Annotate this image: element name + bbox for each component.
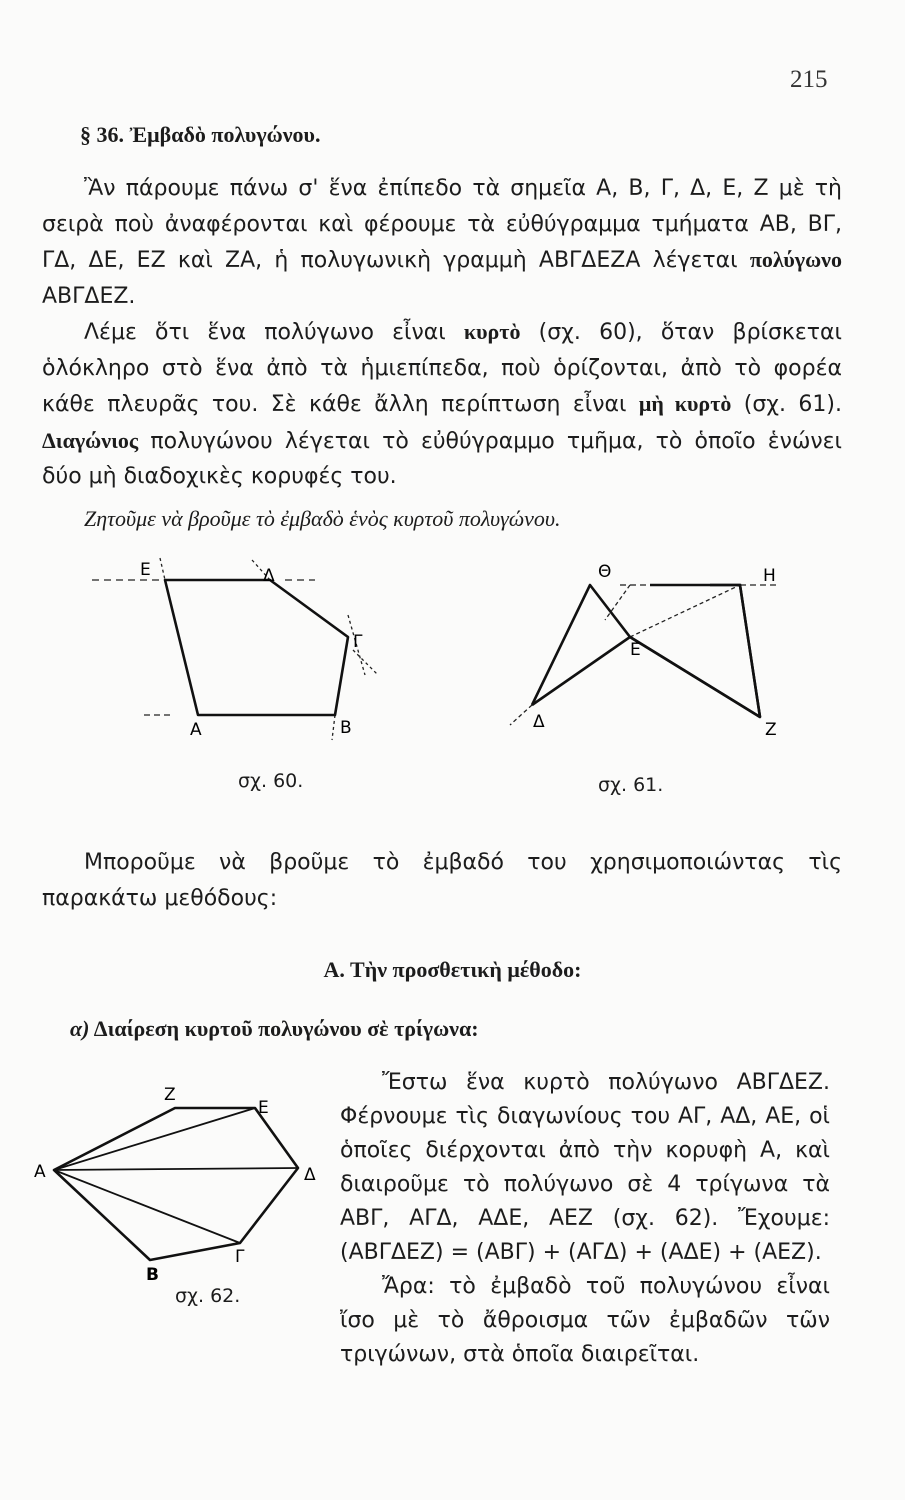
fig62-label-D: Δ [304, 1165, 316, 1185]
fig62-label-E: Ε [258, 1098, 269, 1118]
text-span: πολυγώνου λέγεται τὸ εὐθύγραμμο τμῆμα, τὸ ὁποῖο ἑνώνει δύο μὴ διαδοχικὲς κορυφές του. [42, 428, 843, 489]
fig61-label-D: Δ [533, 712, 545, 732]
fig61-label-E: Ε [630, 640, 641, 660]
triangulation-text [340, 1066, 830, 1372]
caption-fig61: σχ. 61. [598, 774, 664, 796]
text-span: (σχ. 61). [743, 392, 842, 417]
figure-60 [70, 555, 400, 745]
figure-61 [490, 555, 820, 745]
caption-fig60: σχ. 60. [238, 770, 304, 792]
paragraph-polygon-definition [42, 171, 842, 314]
paragraph-convex-definition [42, 314, 842, 495]
fig62-label-Z: Ζ [164, 1085, 176, 1105]
text-span: Ἂν πάρουμε πάνω σ' ἕνα ἐπίπεδο τὰ σημεῖα Α, Β, Γ, Δ, Ε, Ζ μὲ τὴ σειρὰ ποὺ ἀναφέρονται καὶ φέρουμε τὰ εὐθύγραμμα τμήματα ΑΒ, ΒΓ, ΓΔ, ΔΕ, ΕΖ καὶ ΖΑ, ἡ πολυγωνικὴ γραμμὴ ΑΒΓΔΕΖΑ λέγεται [42, 176, 842, 273]
figure-62 [30, 1080, 330, 1295]
heading-triangulation [70, 1016, 479, 1042]
page-number: 215 [790, 66, 828, 93]
section-title: § 36. Ἐμβαδὸ πολυγώνου. [80, 122, 321, 147]
fig60-label-A: Α [190, 720, 202, 740]
fig60-label-G: Γ [353, 632, 363, 652]
heading-label: α) [70, 1016, 90, 1041]
term-diagonal: Διαγώνιος [42, 427, 139, 453]
term-polygon: πολύγωνο [749, 247, 842, 272]
paragraph-methods: Μποροῦμε νὰ βροῦμε τὸ ἐμβαδό του χρησιμοποιώντας τὶς παρακάτω μεθόδους: [42, 850, 842, 911]
caption-fig62: σχ. 62. [175, 1285, 241, 1307]
fig60-label-B: Β [340, 718, 352, 738]
text-span: (σχ. 60), ὅταν βρίσκεται ὁλόκληρο στὸ ἕνα ἀπὸ τὰ ἡμιεπίπεδα, ποὺ ὁρίζονται, ἀπὸ τὸ φορέα κάθε πλευρᾶς του. Σὲ κάθε ἄλλη περίπτωση εἶναι [42, 320, 842, 417]
heading-text: Διαίρεση κυρτοῦ πολυγώνου σὲ τρίγωνα: [93, 1016, 479, 1041]
fig61-label-Z: Ζ [765, 720, 777, 740]
paragraph-goal: Ζητοῦμε νὰ βροῦμε τὸ ἐμβαδὸ ἑνὸς κυρτοῦ πολυγώνου. [84, 505, 561, 531]
intro-paragraphs [42, 171, 842, 536]
text-span: Λέμε ὅτι ἕνα πολύγωνο εἶναι [84, 320, 446, 345]
paragraph-triangulation: Ἔστω ἕνα κυρτὸ πολύγωνο ΑΒΓΔΕΖ. Φέρνουμε τὶς διαγωνίους του ΑΓ, ΑΔ, ΑΕ, οἱ ὁποῖες διέρχονται ἀπὸ τὴν κορυφὴ Α, καὶ διαιροῦμε τὸ πολύγωνο σὲ 4 τρίγωνα τὰ ΑΒΓ, ΑΓΔ, ΑΔΕ, ΑΕΖ (σχ. 62). Ἔχουμε: (ΑΒΓΔΕΖ) = (ΑΒΓ) + (ΑΓΔ) + (ΑΔΕ) + (ΑΕΖ). [340, 1070, 830, 1265]
heading-additive-method: Α. Τὴν προσθετικὴ μέθοδο: [323, 957, 582, 982]
fig62-label-G: Γ [235, 1247, 245, 1267]
fig60-label-E: Ε [140, 560, 151, 580]
methods-intro [42, 845, 842, 916]
term-convex: κυρτὸ [463, 319, 521, 344]
term-non-convex: μὴ κυρτὸ [638, 391, 732, 416]
text-span: ΑΒΓΔΕΖ. [42, 283, 136, 309]
fig62-label-A: Α [34, 1162, 46, 1182]
paragraph-conclusion: Ἄρα: τὸ ἐμβαδὸ τοῦ πολυγώνου εἶναι ἴσο μὲ τὸ ἄθροισμα τῶν ἐμβαδῶν τῶν τριγώνων, στὰ ὁποῖα διαιρεῖται. [340, 1274, 830, 1367]
fig62-label-B: Β [146, 1265, 159, 1285]
fig61-label-H: Η [763, 566, 776, 586]
fig61-label-Th: Θ [598, 562, 612, 582]
fig60-label-D: Δ [263, 566, 275, 586]
